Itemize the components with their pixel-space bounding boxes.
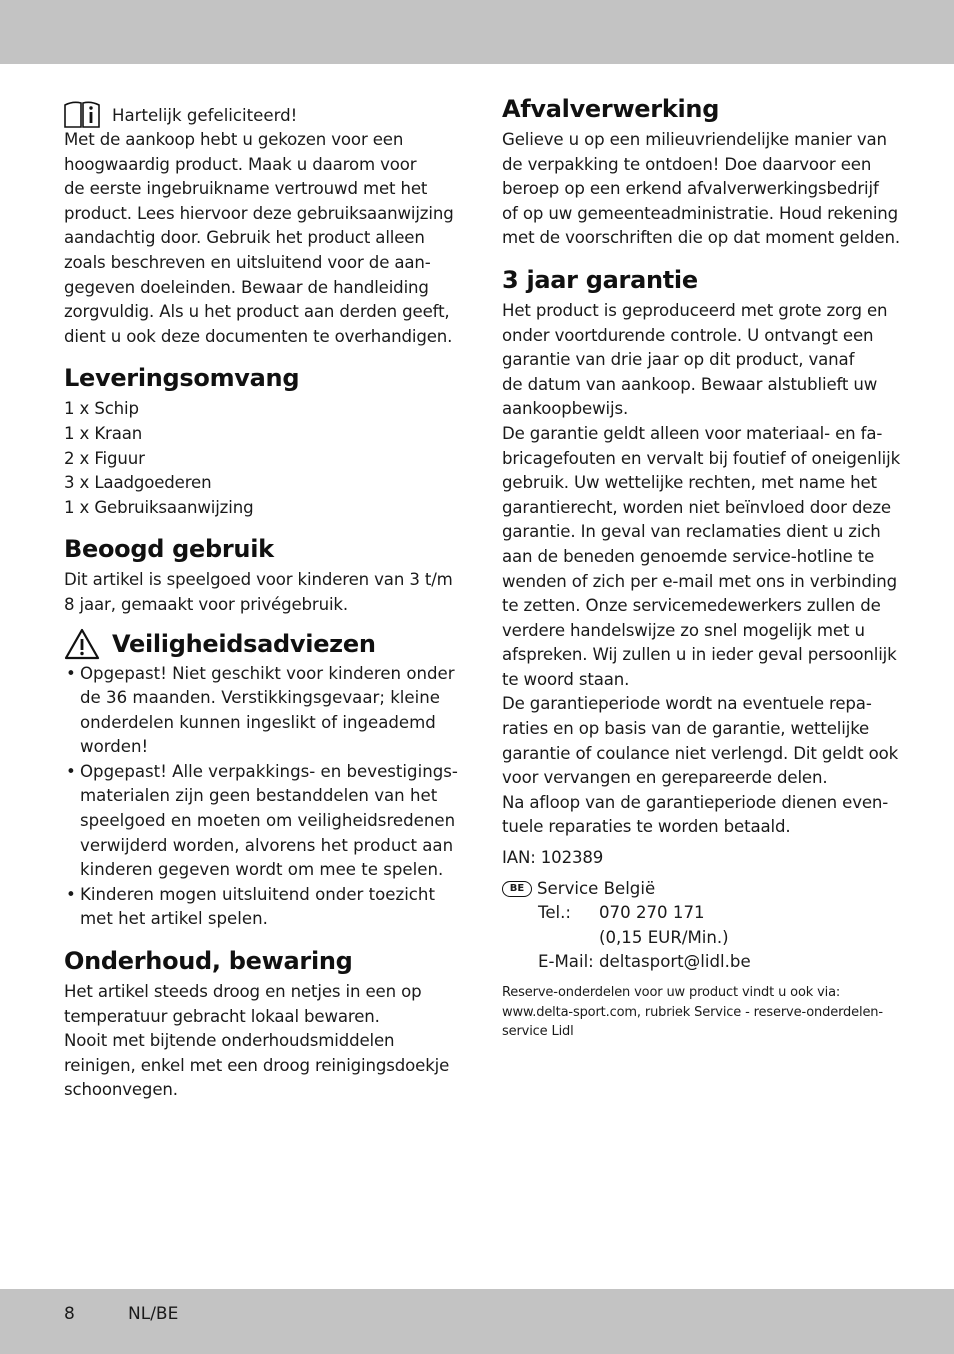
warranty-line: aankoopbewijs. <box>502 399 629 419</box>
warranty-line: bricagefouten en vervalt bij foutief of oneigenlijk <box>502 448 901 468</box>
delivery-item: 1 x Gebruiksaanwijzing <box>64 497 254 517</box>
maintenance-line: Het artikel steeds droog en netjes in een op <box>64 982 422 1002</box>
safety-line: worden! <box>80 737 149 757</box>
country-badge: BE <box>502 881 532 897</box>
safety-list <box>64 662 458 933</box>
delivery-item: 3 x Laadgoederen <box>64 473 212 493</box>
delivery-item: 1 x Schip <box>64 399 139 419</box>
header-bar <box>0 0 954 64</box>
phone-number: 070 270 171 <box>599 903 705 923</box>
email-row <box>502 950 897 975</box>
maintenance-line: Nooit met bijtende onderhoudsmiddelen <box>64 1031 395 1051</box>
safety-line: verwijderd worden, alvorens het product aan <box>80 835 454 855</box>
email-address: deltasport@lidl.be <box>599 952 751 972</box>
disposal-line: de verpakking te ontdoen! Doe daarvoor een <box>502 154 872 174</box>
warranty-line: garantie van drie jaar op dit product, vanaf <box>502 350 855 370</box>
warranty-line: garantierecht, worden niet beïnvloed door deze <box>502 497 891 517</box>
safety-item <box>64 883 454 932</box>
intro-line: zorgvuldig. Als u het product aan derden geeft, <box>64 302 450 322</box>
warranty-line: voor vervangen en gerepareerde delen. <box>502 768 828 788</box>
disposal-line: beroep op een erkend afvalverwerkingsbedrijf <box>502 179 879 199</box>
service-title: Service België <box>537 878 656 898</box>
intro-line: dient u ook deze documenten te overhandigen. <box>64 326 453 346</box>
warranty-line: te zetten. Onze servicemedewerkers zullen de <box>502 596 881 616</box>
warranty-line: raties en op basis van de garantie, wettelijke <box>502 719 870 739</box>
warranty-line: de datum van aankoop. Bewaar alstublieft uw <box>502 374 878 394</box>
intro-greeting-row <box>64 94 454 128</box>
phone-rate-row <box>502 926 897 951</box>
warranty-line: Na afloop van de garantieperiode dienen even- <box>502 792 889 812</box>
safety-item <box>64 662 454 760</box>
warranty-line: onder voortdurende controle. U ontvangt een <box>502 325 874 345</box>
intended-use-line: Dit artikel is speelgoed voor kinderen van 3 t/m <box>64 570 453 590</box>
maintenance-line: reinigen, enkel met een droog reinigingsdoekje <box>64 1055 450 1075</box>
maintenance-heading: Onderhoud, bewaring <box>64 947 353 976</box>
warning-triangle-icon <box>64 628 100 660</box>
warranty-line: garantie. In geval van reclamaties dient u zich <box>502 522 881 542</box>
intro-line: gegeven doeleinden. Bewaar de handleiding <box>64 277 429 297</box>
spare-parts-line: service Lidl <box>502 1024 574 1039</box>
warranty-line: wenden of zich per e-mail met ons in verbinding <box>502 571 898 591</box>
warranty-heading: 3 jaar garantie <box>502 265 698 294</box>
intro-line: aandachtig door. Gebruik het product alleen <box>64 228 425 248</box>
disposal-line: of op uw gemeenteadministratie. Houd rekening <box>502 203 899 223</box>
spare-parts-line: www.delta-sport.com, rubriek Service - reserve-onderdelen- <box>502 1004 883 1020</box>
safety-line: materialen zijn geen bestanddelen van het <box>80 786 438 806</box>
intro-line: product. Lees hiervoor deze gebruiksaanwijzing <box>64 203 454 223</box>
safety-line: met het artikel spelen. <box>80 909 268 929</box>
safety-line: kinderen gegeven wordt om mee te spelen. <box>80 860 444 880</box>
safety-line: • Kinderen mogen uitsluitend onder toezicht <box>80 884 435 904</box>
safety-line: de 36 maanden. Verstikkingsgevaar; kleine <box>80 688 440 708</box>
language-code: NL/BE <box>128 1304 179 1324</box>
safety-line: • Opgepast! Alle verpakkings- en bevestigings- <box>80 761 458 781</box>
email-label: E-Mail: <box>538 952 594 972</box>
spare-parts-note <box>502 983 897 1042</box>
warranty-line: gebruik. Uw wettelijke rechten, met name het <box>502 473 877 493</box>
warranty-line: aan de beneden genoemde service-hotline te <box>502 546 875 566</box>
delivery-list <box>64 397 454 520</box>
warranty-line: De garantieperiode wordt na eventuele repa- <box>502 694 872 714</box>
safety-line: onderdelen kunnen ingeslikt of ingeademd <box>80 712 436 732</box>
safety-item <box>64 760 458 883</box>
maintenance-line: temperatuur gebracht lokaal bewaren. <box>64 1006 380 1026</box>
disposal-line: Gelieve u op een milieuvriendelijke manier van <box>502 130 887 149</box>
page-number: 8 <box>64 1304 75 1324</box>
maintenance-line: schoonvegen. <box>64 1080 178 1100</box>
intro-greeting: Hartelijk gefeliciteerd! <box>112 106 298 125</box>
warranty-line: De garantie geldt alleen voor materiaal- en fa- <box>502 423 883 443</box>
phone-rate: (0,15 EUR/Min.) <box>599 927 729 947</box>
warranty-text <box>502 299 901 840</box>
phone-label: Tel.: <box>538 903 572 923</box>
intended-use-line: 8 jaar, gemaakt voor privégebruik. <box>64 594 349 614</box>
intro-text <box>64 128 454 349</box>
read-manual-info-icon <box>64 100 100 128</box>
maintenance-text <box>64 980 454 1103</box>
delivery-item: 1 x Kraan <box>64 423 143 443</box>
disposal-text <box>502 128 900 251</box>
delivery-heading: Leveringsomvang <box>64 364 300 393</box>
warranty-line: Het product is geproduceerd met grote zorg en <box>502 300 888 320</box>
warranty-line: afspreken. Wij zullen u in ieder geval persoonlijk <box>502 645 897 665</box>
intended-use-text <box>64 568 454 617</box>
delivery-item: 2 x Figuur <box>64 448 145 468</box>
spare-parts-line: Reserve-onderdelen voor uw product vindt u ook via: <box>502 985 841 1000</box>
left-column <box>64 94 458 1103</box>
warranty-line: verdere handelswijze zo snel mogelijk met u <box>502 620 865 640</box>
warranty-line: tuele reparaties te worden betaald. <box>502 817 791 837</box>
safety-heading: Veiligheidsadviezen <box>112 629 376 658</box>
ian-number: IAN: 102389 <box>502 848 604 868</box>
right-column <box>502 94 901 1042</box>
warranty-line: garantie of coulance niet verlengd. Dit geldt ook <box>502 743 899 763</box>
service-title-row <box>502 877 897 902</box>
service-contact <box>502 877 897 975</box>
safety-line: • Opgepast! Niet geschikt voor kinderen onder <box>80 663 455 683</box>
intro-line: de eerste ingebruikname vertrouwd met het <box>64 179 428 199</box>
disposal-line: met de voorschriften die op dat moment gelden. <box>502 228 900 248</box>
disposal-heading: Afvalverwerking <box>502 95 720 123</box>
safety-line: speelgoed en moeten om veiligheidsredenen <box>80 811 456 831</box>
intro-line: zoals beschreven en uitsluitend voor de aan- <box>64 252 431 272</box>
warranty-line: te woord staan. <box>502 669 630 689</box>
intro-line: Met de aankoop hebt u gekozen voor een <box>64 130 404 149</box>
phone-row <box>502 901 897 926</box>
safety-heading-row <box>64 628 454 660</box>
intended-use-heading: Beoogd gebruik <box>64 535 274 564</box>
intro-line: hoogwaardig product. Maak u daarom voor <box>64 154 417 174</box>
